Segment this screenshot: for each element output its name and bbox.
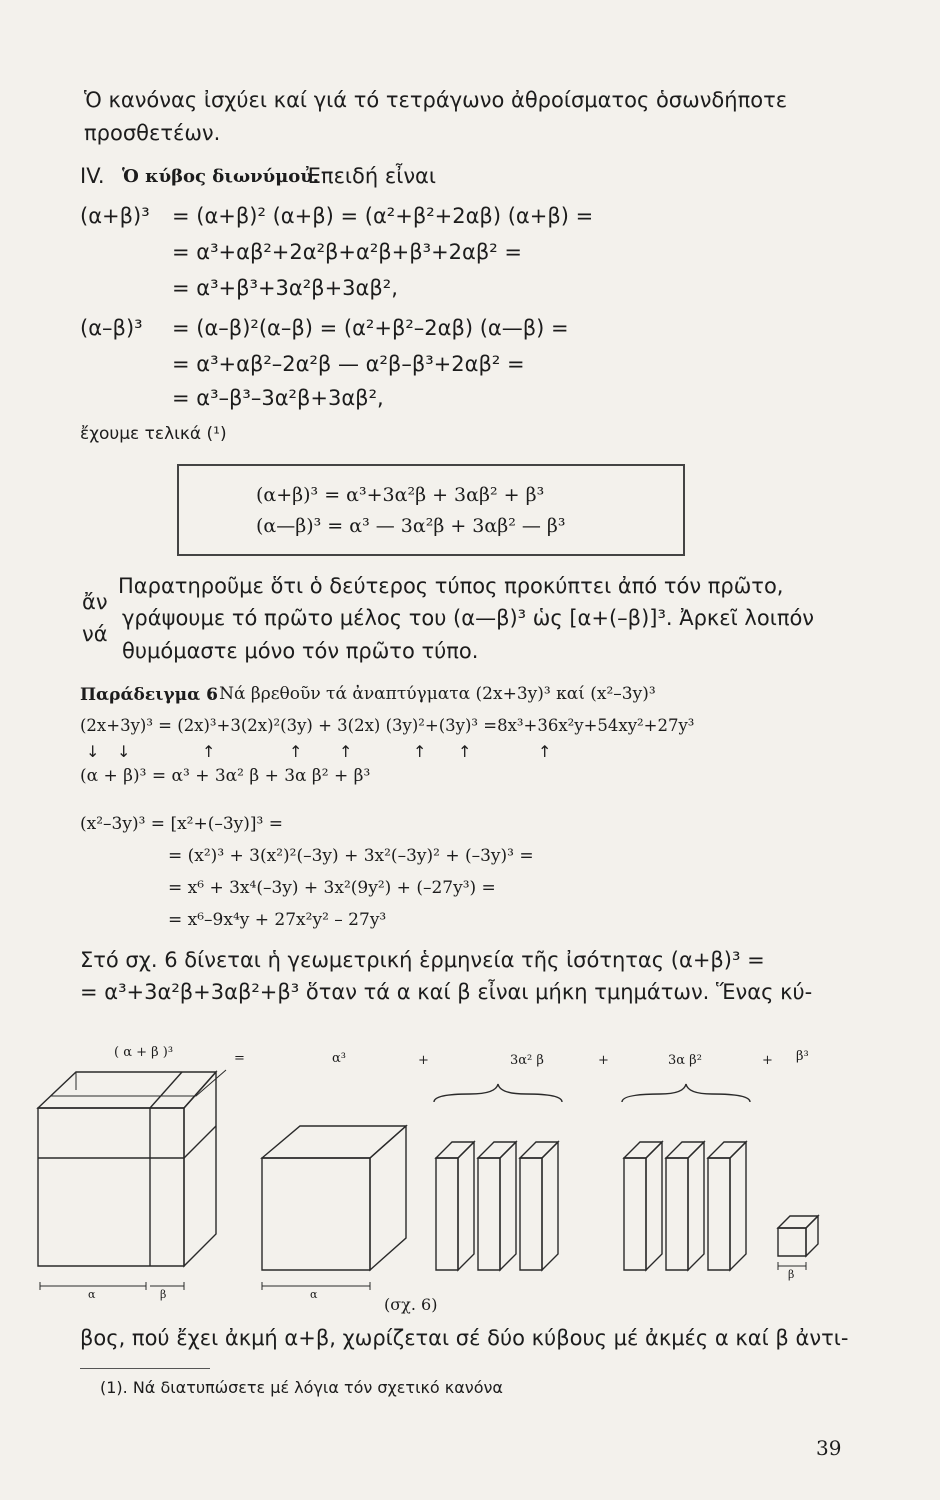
mapping-arrow-7: ↑: [458, 742, 472, 761]
label-b3: β³: [796, 1049, 809, 1064]
minus-derivation-2: = α³+αβ²–2α²β — α²β–β³+2αβ² =: [172, 352, 525, 376]
geometry-line-1: Στό σχ. 6 δίνεται ἡ γεωμετρική ἑρμηνεία τῆς ἰσότητας (α+β)³ =: [80, 948, 765, 972]
label-3a2b: 3α² β: [510, 1053, 544, 1068]
plus-derivation-3: = α³+β³+3α²β+3αβ²,: [172, 276, 398, 300]
example-expansion-4: = x⁶ + 3x⁴(–3y) + 3x²(9y²) + (–27y³) =: [168, 878, 496, 898]
formula-box: [177, 464, 685, 556]
intro-line-2: προσθετέων.: [84, 121, 221, 145]
page-number: 39: [816, 1436, 842, 1460]
dim-label-b-cube: β: [788, 1268, 795, 1281]
cube-a3-drawing: [262, 1126, 406, 1270]
dimension-b-big: [150, 1282, 184, 1290]
remark-line-1: Παρατηροῦμε ὅτι ὁ δεύτερος τύπος προκύπτει ἀπό τόν πρῶτο,: [118, 574, 784, 598]
dim-label-a-big: α: [88, 1288, 96, 1301]
boxed-formula-plus: (α+β)³ = α³+3α²β + 3αβ² + β³: [256, 484, 545, 506]
remark-line-2: γράψουμε τό πρῶτο μέλος του (α—β)³ ὡς [α+(–β)]³. Ἀρκεῖ λοιπόν: [122, 606, 815, 630]
label-big-cube: ( α + β )³: [114, 1045, 174, 1060]
brace-3a2b: [434, 1084, 562, 1102]
mapping-arrow-4: ↑: [289, 742, 303, 761]
example-expansion-1: (2x+3y)³ = (2x)³+3(2x)²(3y) + 3(2x) (3y)²+(3y)³ =8x³+36x²y+54xy²+27y³: [80, 716, 695, 735]
mapping-arrow-1: ↓: [86, 742, 100, 761]
cube-b3-drawing: [778, 1216, 818, 1256]
label-plus-2: +: [598, 1053, 609, 1068]
generic-cube-formula: (α + β)³ = α³ + 3α² β + 3α β² + β³: [80, 766, 371, 786]
plus-derivation-1: = (α+β)² (α+β) = (α²+β²+2αβ) (α+β) =: [172, 204, 594, 228]
boxed-formula-minus: (α—β)³ = α³ — 3α²β + 3αβ² — β³: [256, 515, 566, 537]
plus-derivation-2: = α³+αβ²+2α²β+α²β+β³+2αβ² =: [172, 240, 522, 264]
rods-3ab2-drawing: [624, 1142, 746, 1270]
remark-line-2-prefix: ἄν: [82, 590, 108, 614]
example-text: : Νά βρεθοῦν τά ἀναπτύγματα (2x+3y)³ καί (x²–3y)³: [208, 684, 656, 704]
remark-line-3-prefix: νά: [82, 622, 108, 646]
section-lead: Ἐπειδή εἶναι: [306, 164, 436, 188]
footnote-rule: [80, 1368, 210, 1369]
section-number: IV.: [80, 164, 105, 188]
closing-line: βος, πού ἔχει ἀκμή α+β, χωρίζεται σέ δύο κύβους μέ ἀκμές α καί β ἀντι-: [80, 1326, 849, 1350]
footnote: (1). Νά διατυπώσετε μέ λόγια τόν σχετικό κανόνα: [100, 1378, 503, 1397]
example-expansion-2: (x²–3y)³ = [x²+(–3y)]³ =: [80, 814, 284, 834]
mapping-arrow-2: ↓: [117, 742, 131, 761]
mapping-arrow-5: ↑: [339, 742, 353, 761]
label-equals: =: [234, 1051, 245, 1066]
remark-line-3: θυμόμαστε μόνο τόν πρῶτο τύπο.: [122, 639, 479, 663]
geometry-line-2: = α³+3α²β+3αβ²+β³ ὅταν τά α καί β εἶναι μήκη τμημάτων. Ἕνας κύ-: [80, 980, 813, 1004]
brace-3ab2: [622, 1084, 750, 1102]
example-expansion-5: = x⁶–9x⁴y + 27x²y² – 27y³: [168, 910, 387, 930]
cube-figure: [0, 1030, 940, 1320]
mapping-arrow-6: ↑: [413, 742, 427, 761]
plus-cube-lhs: (α+β)³: [80, 204, 150, 228]
dim-label-b-big: β: [160, 1288, 167, 1301]
big-cube-drawing: [38, 1070, 226, 1266]
label-plus-3: +: [762, 1053, 773, 1068]
intro-line-1: Ὁ κανόνας ἰσχύει καί γιά τό τετράγωνο ἀθροίσματος ὁσωνδήποτε: [84, 88, 788, 112]
finally-text: ἔχουμε τελικά (¹): [80, 424, 227, 444]
example-expansion-3: = (x²)³ + 3(x²)²(–3y) + 3x²(–3y)² + (–3y)³ =: [168, 846, 534, 866]
minus-derivation-1: = (α–β)²(α–β) = (α²+β²–2αβ) (α—β) =: [172, 316, 569, 340]
minus-cube-lhs: (α–β)³: [80, 316, 143, 340]
figure-caption: (σχ. 6): [384, 1295, 438, 1314]
slabs-3a2b-drawing: [436, 1142, 558, 1270]
label-plus-1: +: [418, 1053, 429, 1068]
label-3ab2: 3α β²: [668, 1053, 702, 1068]
example-label: Παράδειγμα 6: [80, 685, 218, 705]
label-a3: α³: [332, 1051, 346, 1066]
dim-label-a-cube: α: [310, 1288, 318, 1301]
mapping-arrow-8: ↑: [538, 742, 552, 761]
section-title: Ὁ κύβος διωνύμου.: [122, 166, 320, 187]
minus-derivation-3: = α³–β³–3α²β+3αβ²,: [172, 386, 384, 410]
mapping-arrow-3: ↑: [202, 742, 216, 761]
